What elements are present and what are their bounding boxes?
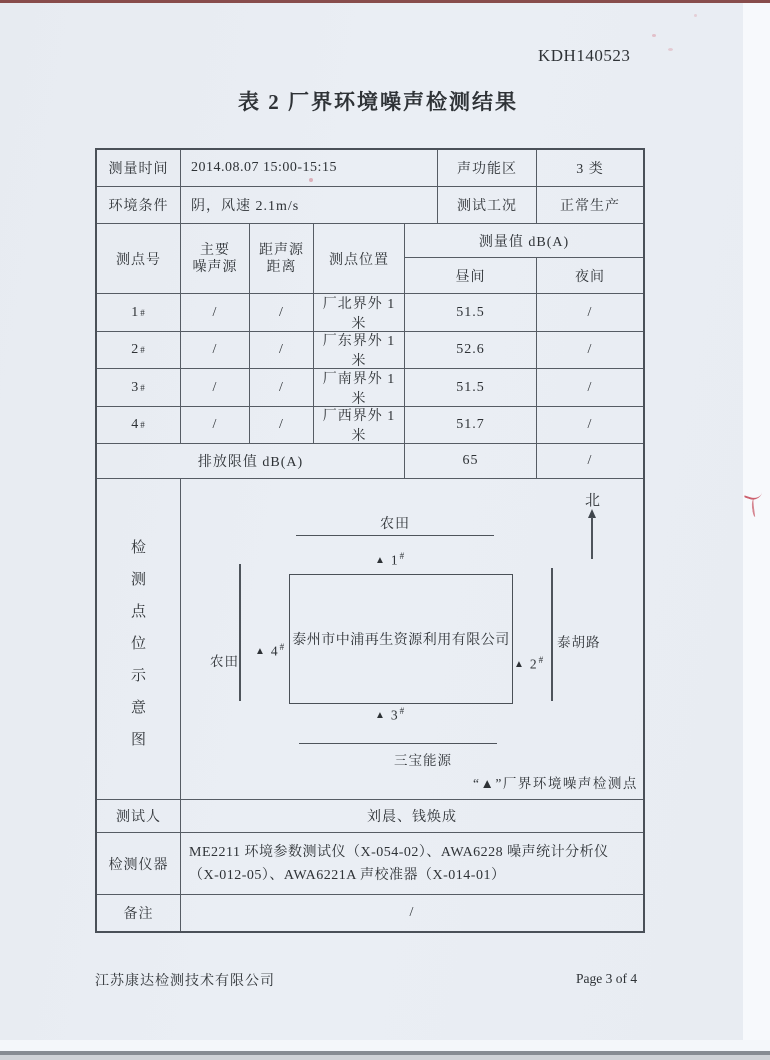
cell-position: 厂南界外 1 米: [314, 369, 405, 406]
point-number: 2: [131, 342, 140, 357]
triangle-marker-icon: ▲: [375, 710, 386, 721]
limit-night-value: /: [587, 453, 593, 468]
point-label-sup: #: [279, 641, 286, 652]
instruments-value: [181, 833, 643, 894]
value-env-condition: 阴，风速 2.1m/s: [181, 187, 438, 223]
label-measure-time: 测量时间: [97, 150, 181, 186]
diagram-label-char: 位: [130, 636, 146, 652]
scan-speck: [652, 34, 656, 37]
tester-label: 测试人: [97, 800, 181, 832]
point-label-sup: #: [538, 654, 545, 665]
triangle-marker-icon: ▲: [255, 646, 266, 657]
table-row-limit: [97, 444, 643, 479]
point-label: 4: [270, 643, 279, 658]
table-row-instruments: [97, 833, 643, 895]
point-label: 1: [390, 552, 399, 567]
col-header-main-source-line2: 噪声源: [192, 259, 238, 275]
col-header-point-no: 测点号: [97, 224, 181, 293]
top-area-label: 农田: [380, 516, 410, 532]
measure-point-2: [514, 655, 544, 673]
diagram-label-char: 检: [130, 540, 146, 556]
diagram-label-char: 意: [130, 700, 146, 716]
company-name: 泰州市中浦再生资源利用有限公司: [292, 632, 510, 648]
cell-position: 厂东界外 1 米: [314, 332, 405, 368]
diagram-label-char: 示: [130, 668, 146, 684]
tester-value: 刘晨、钱焕成: [367, 810, 457, 825]
limit-label: 排放限值 dB(A): [97, 444, 405, 478]
noise-results-table: [95, 148, 645, 933]
table-row-point-3: [97, 369, 643, 407]
cell-night-value: /: [587, 342, 593, 357]
label-sound-zone: 声功能区: [438, 150, 537, 186]
page-title: 表 2 厂界环境噪声检测结果: [238, 90, 518, 114]
point-label-sup: #: [399, 550, 406, 561]
cell-night-value: /: [587, 304, 593, 320]
value-test-condition: 正常生产: [560, 199, 620, 214]
label-test-condition: 测试工况: [438, 187, 537, 223]
table-row-tester: [97, 800, 643, 833]
table-row-diagram: [97, 479, 643, 800]
instruments-label: 检测仪器: [97, 833, 181, 894]
col-header-day: 昼间: [405, 258, 537, 293]
point-number-sup: #: [140, 420, 146, 430]
instruments-line2: （X-012-05）、AWA6221A 声校准器（X-014-01）: [189, 867, 506, 883]
col-header-main-source: [181, 224, 250, 293]
cell-distance: /: [250, 332, 314, 368]
measure-point-3: [375, 706, 405, 724]
col-header-distance: [250, 224, 314, 293]
triangle-marker-icon: ▲: [514, 659, 525, 670]
label-env-condition: 环境条件: [97, 187, 181, 223]
col-header-distance-line2: 距离: [266, 259, 297, 275]
cell-main-source: /: [181, 332, 250, 368]
col-header-value-group: 测量值 dB(A): [405, 224, 643, 258]
bottom-area-label: 三宝能源: [394, 752, 452, 768]
cell-day-value: 51.5: [405, 369, 537, 406]
cell-distance: /: [250, 369, 314, 406]
scan-top-edge: [0, 0, 770, 3]
cell-night-value: /: [587, 379, 593, 395]
right-road-label: 泰胡路: [557, 634, 601, 650]
diagram-legend: “▲”厂界环境噪声检测点: [473, 775, 638, 791]
remark-value: /: [409, 905, 415, 920]
diagram-cell: [181, 479, 643, 799]
cell-point-no: [97, 407, 181, 443]
site-layout-diagram: [181, 479, 643, 800]
footer-company-name: 江苏康达检测技术有限公司: [95, 974, 275, 989]
cell-point-no: [97, 332, 181, 368]
point-number: 3: [131, 379, 140, 395]
north-arrow-shaft: [591, 517, 593, 559]
cell-main-source: /: [181, 294, 250, 331]
point-label: 2: [529, 656, 538, 671]
col-header-main-source-line1: 主要: [200, 242, 230, 258]
table-header-row: [97, 224, 643, 294]
cell-point-no: [97, 369, 181, 406]
diagram-row-label: [97, 479, 181, 799]
value-measure-time: 2014.08.07 15:00-15:15: [181, 150, 438, 186]
cell-night-value: /: [587, 417, 593, 432]
scan-bottom-highlight: [0, 1040, 770, 1051]
scan-speck: [309, 178, 313, 182]
table-row-point-4: [97, 407, 643, 444]
diagram-label-char: 点: [130, 604, 146, 620]
left-area-label: 农田: [210, 653, 239, 669]
instruments-line1: ME2211 环境参数测试仪（X-054-02）、AWA6228 噪声统计分析仪: [189, 844, 609, 860]
point-label-sup: #: [399, 705, 406, 716]
table-row-remark: [97, 895, 643, 931]
north-label: 北: [585, 492, 602, 509]
limit-day-value: 65: [405, 444, 537, 478]
cell-position: 厂西界外 1 米: [314, 407, 405, 443]
measure-point-1: [375, 551, 405, 569]
left-boundary-line: [239, 564, 241, 701]
diagram-label-char: 测: [130, 572, 146, 588]
scan-speck: [694, 14, 697, 17]
col-header-distance-line1: 距声源: [259, 242, 304, 258]
company-boundary-box: [289, 574, 513, 704]
triangle-marker-icon: ▲: [375, 555, 386, 566]
cell-day-value: 52.6: [405, 332, 537, 368]
table-row: [97, 187, 643, 224]
cell-day-value: 51.5: [405, 294, 537, 331]
value-sound-zone: 3 类: [576, 162, 604, 177]
scan-speck: [668, 48, 673, 51]
point-number-sup: #: [140, 382, 146, 393]
cell-day-value: 51.7: [405, 407, 537, 443]
point-number-sup: #: [140, 345, 146, 355]
cell-distance: /: [250, 407, 314, 443]
cell-main-source: /: [181, 369, 250, 406]
col-header-night: 夜间: [575, 269, 605, 285]
point-label: 3: [390, 707, 399, 722]
cell-position: 厂北界外 1 米: [314, 294, 405, 331]
cell-main-source: /: [181, 407, 250, 443]
cell-distance: /: [250, 294, 314, 331]
remark-label: 备注: [97, 895, 181, 931]
scan-bottom-band: [0, 1055, 770, 1060]
point-number: 4: [131, 417, 140, 432]
measure-point-4: [255, 642, 285, 660]
scan-right-edge: [743, 3, 770, 1050]
point-number: 1: [131, 304, 140, 320]
bottom-boundary-line: [299, 743, 497, 745]
col-header-position: 测点位置: [314, 224, 405, 293]
cell-point-no: [97, 294, 181, 331]
right-boundary-line: [551, 568, 553, 701]
col-header-value-group-wrap: [405, 224, 643, 293]
diagram-label-char: 图: [130, 732, 146, 748]
table-row: [97, 150, 643, 187]
footer-page-number: Page 3 of 4: [576, 971, 638, 986]
table-row-point-2: [97, 332, 643, 369]
top-boundary-line: [296, 535, 494, 537]
report-number: KDH140523: [538, 46, 631, 65]
table-row-point-1: [97, 294, 643, 332]
point-number-sup: #: [140, 307, 146, 318]
